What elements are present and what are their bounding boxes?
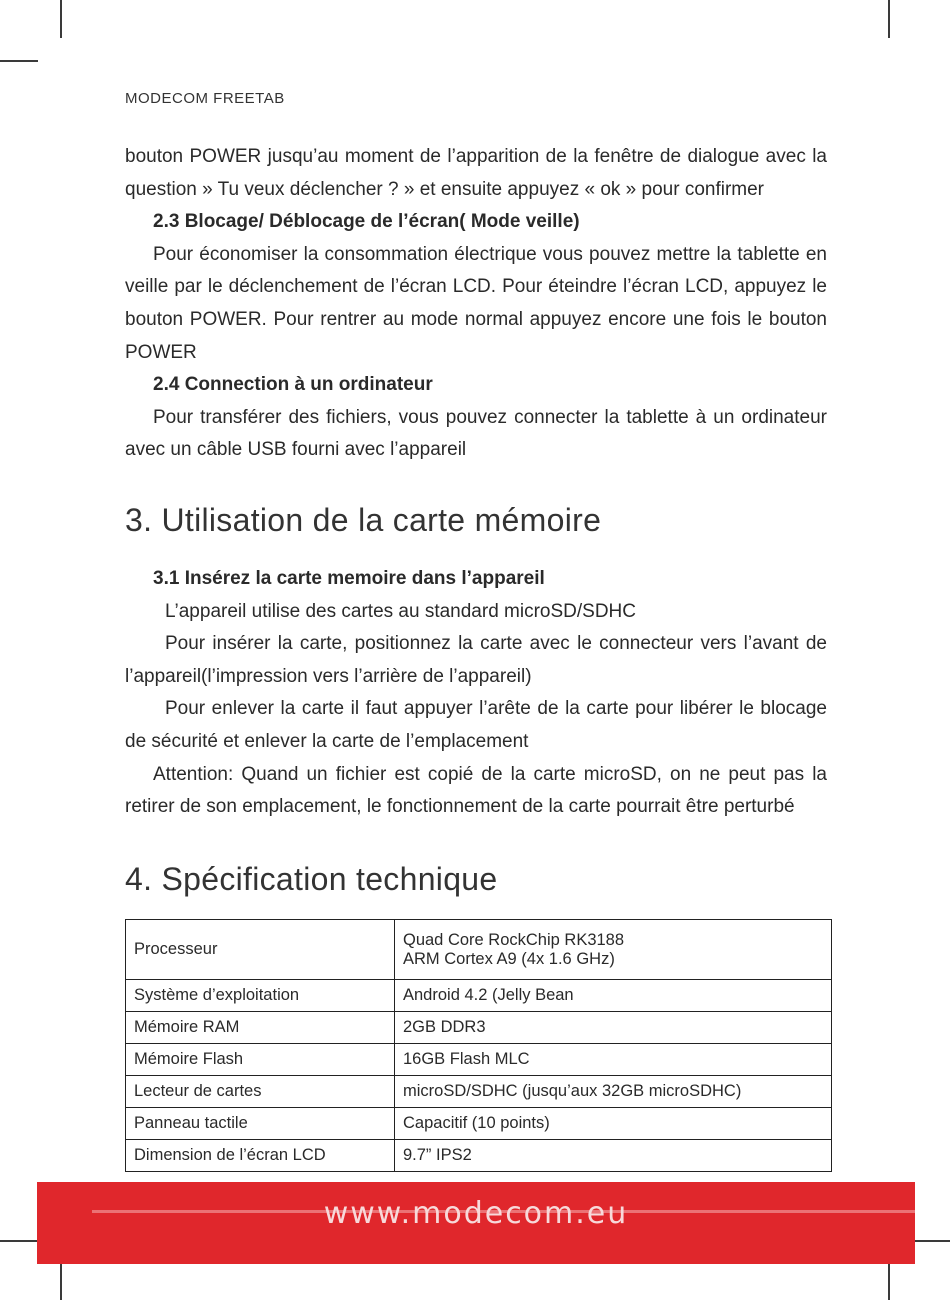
subheading-3-1: 3.1 Insérez la carte memoire dans l’appareil: [153, 568, 545, 589]
section-3-text: [125, 563, 827, 824]
paragraph: Pour transférer des fichiers, vous pouvez connecter la tablette à un ordinateur avec un câble USB fourni avec l’appareil: [125, 406, 827, 461]
crop-mark: [912, 1240, 950, 1242]
paragraph: L’appareil utilise des cartes au standard microSD/SDHC: [165, 600, 636, 622]
paragraph: Pour économiser la consommation électrique vous pouvez mettre la tablette en veille par le déclenchement de l’écran LCD. Pour éteindre l’écran LCD, appuyez le bouton POWER. Pour rentrer au mode normal appuyez encore une fois le bouton POWER: [125, 243, 827, 363]
table-row: [126, 980, 832, 1012]
paragraph: Pour enlever la carte il faut appuyer l’arête de la carte pour libérer le blocage de sécurité et enlever la carte de l’emplacement: [125, 698, 827, 752]
spec-value: 2GB DDR3: [395, 1012, 832, 1044]
section-3-heading: 3. Utilisation de la carte mémoire: [125, 502, 602, 538]
crop-mark: [0, 60, 38, 62]
table-row: [126, 1012, 832, 1044]
spec-label: Mémoire RAM: [126, 1012, 395, 1044]
subheading-2-4: 2.4 Connection à un ordinateur: [153, 374, 433, 396]
spec-value: microSD/SDHC (jusqu’aux 32GB microSDHC): [395, 1076, 832, 1108]
running-header: MODECOM FREETAB: [125, 90, 285, 107]
crop-mark: [888, 0, 890, 38]
paragraph: Attention: Quand un fichier est copié de la carte microSD, on ne peut pas la retirer de son emplacement, le fonctionnement de la carte pourrait être perturbé: [125, 763, 827, 818]
spec-label: Panneau tactile: [126, 1108, 395, 1140]
table-row: [126, 1108, 832, 1140]
footer-banner: [37, 1182, 915, 1264]
subheading-2-3: 2.3 Blocage/ Déblocage de l’écran( Mode veille): [153, 211, 580, 233]
crop-mark: [60, 0, 62, 38]
spec-label: Processeur: [126, 920, 395, 980]
spec-value-line: ARM Cortex A9 (4x 1.6 GHz): [403, 949, 615, 968]
paragraph: bouton POWER jusqu’au moment de l’apparition de la fenêtre de dialogue avec la question » Tu veux déclencher ? » et ensuite appuyez « ok » pour confirmer: [125, 146, 827, 200]
spec-value: 9.7” IPS2: [395, 1140, 832, 1172]
table-row: [126, 1044, 832, 1076]
spec-value: [395, 920, 832, 980]
paragraph: Pour insérer la carte, positionnez la carte avec le connecteur vers l’avant de l’appareil(l’impression vers l’arrière de l’appareil): [125, 633, 827, 687]
footer-url: www.modecom.eu: [323, 1196, 629, 1231]
crop-mark: [0, 1240, 38, 1242]
spec-table: [125, 919, 832, 1172]
spec-label: Dimension de l’écran LCD: [126, 1140, 395, 1172]
table-row: [126, 1140, 832, 1172]
spec-value-line: Quad Core RockChip RK3188: [403, 930, 625, 949]
spec-label: Lecteur de cartes: [126, 1076, 395, 1108]
spec-value: 16GB Flash MLC: [395, 1044, 832, 1076]
crop-mark: [60, 1262, 62, 1300]
spec-value: Android 4.2 (Jelly Bean: [395, 980, 832, 1012]
spec-value: Capacitif (10 points): [395, 1108, 832, 1140]
table-row: [126, 920, 832, 980]
spec-label: Système d’exploitation: [126, 980, 395, 1012]
table-row: [126, 1076, 832, 1108]
section-4-heading: 4. Spécification technique: [125, 861, 498, 897]
crop-mark: [888, 1262, 890, 1300]
spec-label: Mémoire Flash: [126, 1044, 395, 1076]
section-2-text: [125, 141, 827, 467]
